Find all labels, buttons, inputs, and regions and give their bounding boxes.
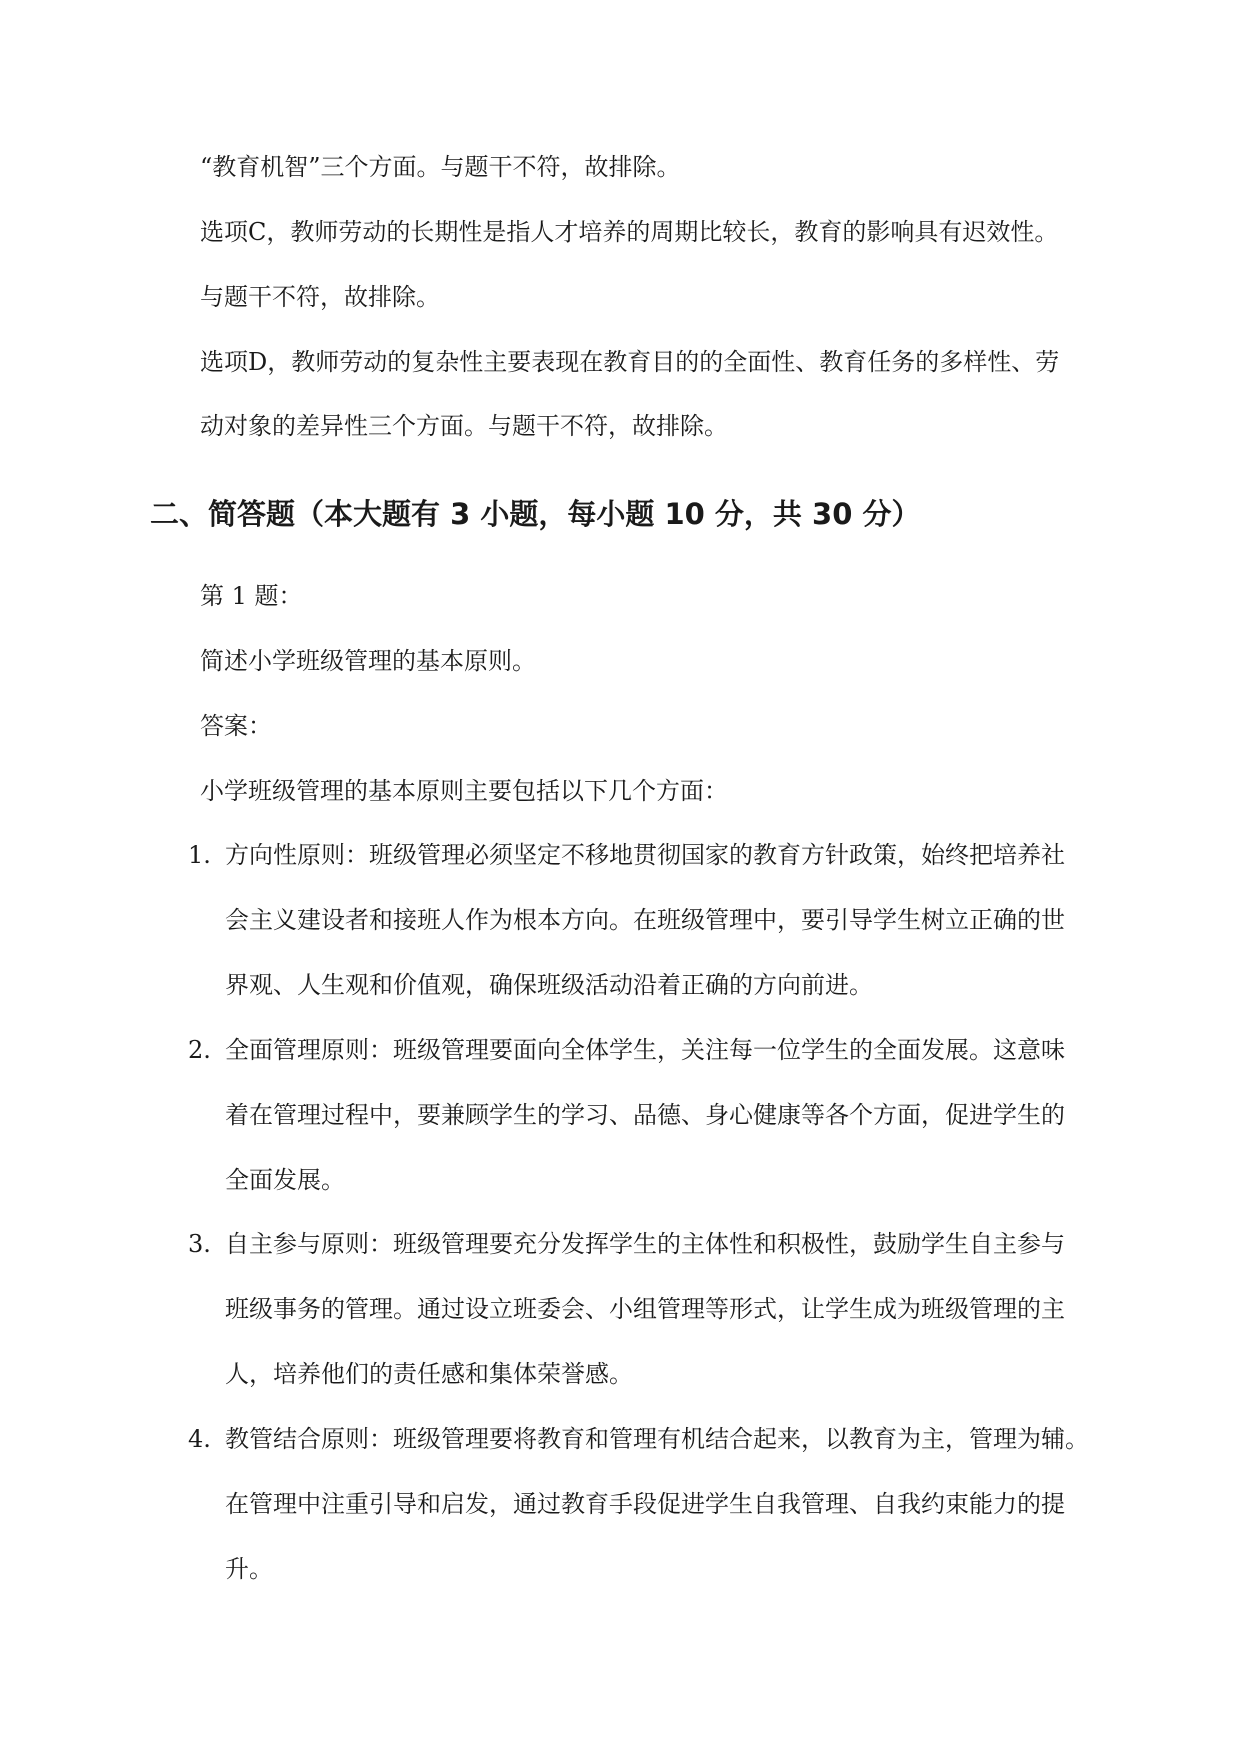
list-item-line: 教管结合原则：班级管理要将教育和管理有机结合起来，以教育为主，管理为辅。 — [225, 1425, 1089, 1453]
list-item-line: 方向性原则：班级管理必须坚定不移地贯彻国家的教育方针政策，始终把培养社 — [225, 841, 1065, 869]
answer-label: 答案： — [200, 712, 272, 740]
answer-intro: 小学班级管理的基本原则主要包括以下几个方面： — [200, 777, 728, 805]
list-item-line: 升。 — [225, 1555, 273, 1583]
continuation-line: 选项D，教师劳动的复杂性主要表现在教育目的的全面性、教育任务的多样性、劳 — [200, 348, 1060, 376]
list-item-number: 3. — [188, 1230, 211, 1258]
continuation-line: “教育机智”三个方面。与题干不符，故排除。 — [200, 153, 681, 181]
list-item-line: 班级事务的管理。通过设立班委会、小组管理等形式，让学生成为班级管理的主 — [225, 1295, 1065, 1323]
list-item-line: 会主义建设者和接班人作为根本方向。在班级管理中，要引导学生树立正确的世 — [225, 906, 1065, 934]
continuation-line: 动对象的差异性三个方面。与题干不符，故排除。 — [200, 412, 728, 440]
question-prompt: 简述小学班级管理的基本原则。 — [200, 647, 536, 675]
continuation-line: 与题干不符，故排除。 — [200, 283, 440, 311]
list-item-line: 在管理中注重引导和启发，通过教育手段促进学生自我管理、自我约束能力的提 — [225, 1490, 1065, 1518]
list-item-number: 4. — [188, 1425, 211, 1453]
list-item-number: 2. — [188, 1036, 211, 1064]
list-item-line: 界观、人生观和价值观，确保班级活动沿着正确的方向前进。 — [225, 971, 873, 999]
list-item-line: 全面发展。 — [225, 1166, 345, 1194]
continuation-line: 选项C，教师劳动的长期性是指人才培养的周期比较长，教育的影响具有迟效性。 — [200, 218, 1059, 246]
list-item-line: 着在管理过程中，要兼顾学生的学习、品德、身心健康等各个方面，促进学生的 — [225, 1101, 1065, 1129]
list-item-line: 全面管理原则：班级管理要面向全体学生，关注每一位学生的全面发展。这意味 — [225, 1036, 1065, 1064]
question-number-label: 第 1 题： — [200, 582, 303, 610]
list-item-line: 自主参与原则：班级管理要充分发挥学生的主体性和积极性，鼓励学生自主参与 — [225, 1230, 1065, 1258]
section-heading: 二、简答题（本大题有 3 小题，每小题 10 分，共 30 分） — [150, 497, 921, 531]
list-item-line: 人，培养他们的责任感和集体荣誉感。 — [225, 1360, 633, 1388]
list-item-number: 1. — [188, 841, 211, 869]
